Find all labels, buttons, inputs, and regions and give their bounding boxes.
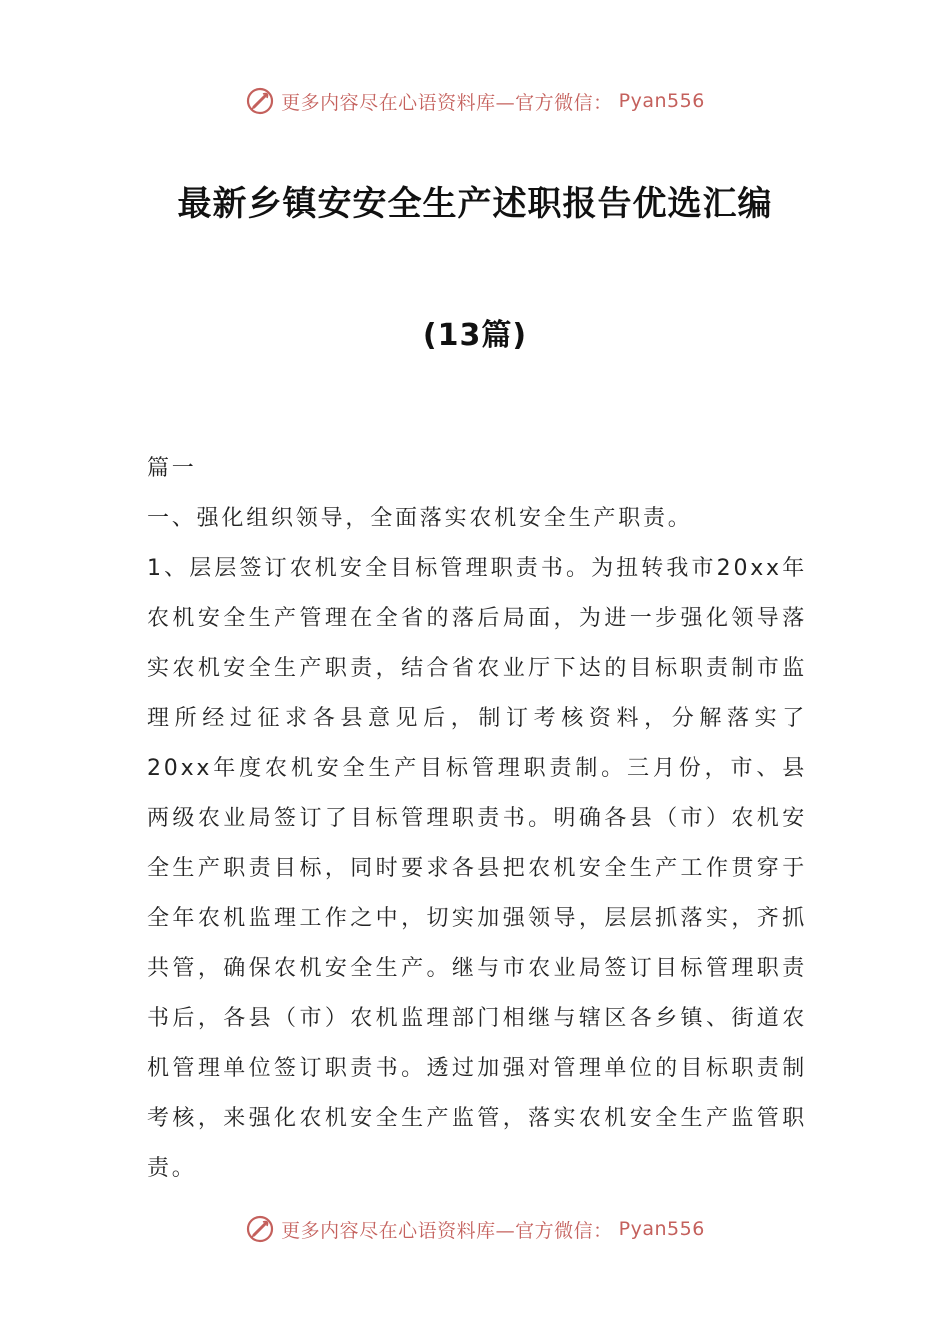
pen-logo-icon (245, 1214, 275, 1244)
pen-logo-icon (245, 86, 275, 116)
header-watermark (0, 86, 950, 116)
footer-watermark (0, 1214, 950, 1244)
watermark-text: 更多内容尽在心语资料库—官方微信： (281, 91, 613, 114)
document-body (147, 444, 807, 1194)
watermark-text: 更多内容尽在心语资料库—官方微信： (281, 1219, 613, 1242)
section-label: 篇一 (147, 456, 197, 481)
body-paragraph: 1、层层签订农机安全目标管理职责书。为扭转我市20xx年农机安全生产管理在全省的落后局面，为进一步强化领导落实农机安全生产职责，结合省农业厅下达的目标职责制市监理所经过征求各县意见后，制订考核资料，分解落实了20xx年度农机安全生产目标管理职责制。三月份，市、县两级农业局签订了目标管理职责书。明确各县（市）农机安全生产职责目标，同时要求各县把农机安全生产工作贯穿于全年农机监理工作之中，切实加强领导，层层抓落实，齐抓共管，确保农机安全生产。继与市农业局签订目标管理职责书后，各县（市）农机监理部门相继与辖区各乡镇、街道农机管理单位签订职责书。透过加强对管理单位的目标职责制考核，来强化农机安全生产监管，落实农机安全生产监管职责。 (147, 556, 807, 1181)
section-heading: 一、强化组织领导，全面落实农机安全生产职责。 (147, 506, 693, 531)
watermark-contact: Pyan556 (618, 1218, 705, 1240)
document-subtitle: (13篇) (422, 318, 528, 353)
watermark-contact: Pyan556 (618, 90, 705, 112)
document-title: 最新乡镇安安全生产述职报告优选汇编 (177, 184, 773, 224)
